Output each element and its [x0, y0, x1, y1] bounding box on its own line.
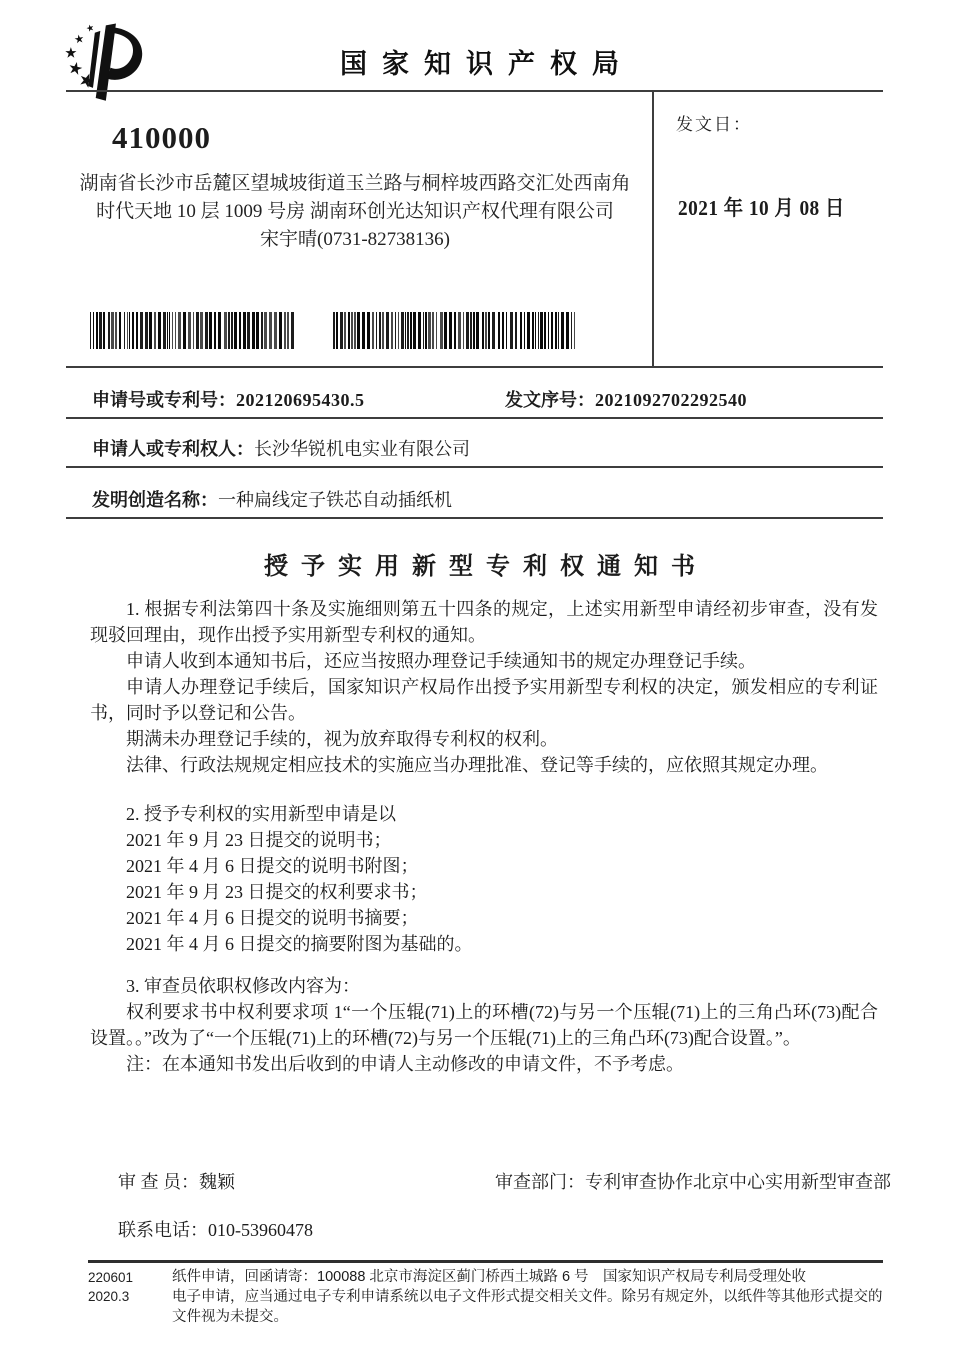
- invention-title-field: [92, 486, 452, 512]
- applicant-label: 申请人或专利权人：: [92, 439, 254, 459]
- applicant-value: 长沙华锐机电实业有限公司: [254, 439, 470, 459]
- serial-number-label: 发文序号：: [505, 390, 595, 410]
- divider: [66, 517, 883, 519]
- examiner-label: 审 查 员：: [118, 1172, 199, 1192]
- footer-efiling-note: 电子申请，应当通过电子专利申请系统以电子文件形式提交相关文件。除另有规定外，以纸件等其他形式提交的文件视为未提交。: [172, 1289, 883, 1325]
- contact-phone-field: [118, 1216, 313, 1242]
- address-line-2: 时代天地 10 层 1009 号房 湖南环创光达知识产权代理有限公司: [96, 201, 614, 222]
- applicant-field: [92, 435, 470, 461]
- examiner-name: 魏颖: [199, 1172, 235, 1192]
- contact-phone-label: 联系电话：: [118, 1220, 208, 1240]
- filing-date-line: 2021 年 4 月 6 日提交的摘要附图为基础的。: [126, 934, 473, 954]
- body-paragraph: 法律、行政法规规定相应技术的实施应当办理批准、登记等手续的，应依照其规定办理。: [126, 755, 828, 775]
- amendment-paragraph: 权利要求书中权利要求项 1“一个压辊(71)上的环槽(72)与另一个压辊(71)上的三角凸环(73)配合设置。。”改为了“一个压辊(71)上的环槽(72)与另一个压辊(71)上的三角凸环(73)配合设置。”。: [90, 1002, 878, 1048]
- divider: [66, 417, 883, 419]
- section-2-heading: 2. 授予专利权的实用新型申请是以: [126, 804, 396, 824]
- form-version: 2020.3: [88, 1289, 130, 1304]
- body-paragraph: 期满未办理登记手续的，视为放弃取得专利权的权利。: [126, 729, 558, 749]
- issue-date-label: 发文日：: [676, 115, 752, 134]
- form-info: [88, 1268, 133, 1306]
- header-divider: [66, 90, 883, 92]
- serial-number-value: 2021092702292540: [595, 390, 747, 410]
- body-section-2: [90, 801, 878, 957]
- serial-number-field: [505, 386, 747, 412]
- issue-date-box-border: [652, 90, 654, 368]
- divider: [66, 366, 883, 368]
- examiner-field: [118, 1168, 235, 1194]
- footer-paper-note: 纸件申请，回函请寄：100088 北京市海淀区蓟门桥西土城路 6 号 国家知识产权局专利局受理处收: [172, 1269, 807, 1285]
- body-section-1: [90, 596, 878, 778]
- body-paragraph: 1. 根据专利法第四十条及实施细则第五十四条的规定，上述实用新型申请经初步审查，没有发现驳回理由，现作出授予实用新型专利权的通知。: [90, 599, 878, 645]
- body-paragraph: 申请人办理登记手续后，国家知识产权局作出授予实用新型专利权的决定，颁发相应的专利证书，同时予以登记和公告。: [90, 677, 878, 723]
- barcode: [333, 312, 575, 349]
- issue-date-value: 2021 年 10 月 08 日: [678, 196, 845, 220]
- body-section-3: [90, 973, 878, 1077]
- filing-date-line: 2021 年 4 月 6 日提交的说明书摘要；: [126, 908, 419, 928]
- footer-notes: [172, 1267, 886, 1327]
- addressee-block: [66, 170, 644, 254]
- form-number: 220601: [88, 1270, 134, 1285]
- document-title: 授予实用新型专利权通知书: [264, 554, 708, 580]
- postal-code: 410000: [112, 120, 211, 155]
- invention-title-label: 发明创造名称：: [92, 490, 218, 510]
- barcode: [90, 312, 294, 349]
- invention-title-value: 一种扁线定子铁芯自动插纸机: [218, 490, 452, 510]
- address-line-3: 宋宇晴(0731-82738136): [260, 229, 450, 250]
- application-number-label: 申请号或专利号：: [92, 390, 236, 410]
- department-name: 专利审查协作北京中心实用新型审查部: [585, 1172, 891, 1192]
- body-paragraph: 申请人收到本通知书后，还应当按照办理登记手续通知书的规定办理登记手续。: [126, 651, 756, 671]
- filing-date-line: 2021 年 9 月 23 日提交的说明书；: [126, 830, 392, 850]
- address-line-1: 湖南省长沙市岳麓区望城坡街道玉兰路与桐梓坡西路交汇处西南角: [79, 173, 631, 194]
- divider: [66, 466, 883, 468]
- application-number-value: 202120695430.5: [236, 390, 365, 410]
- filing-date-line: 2021 年 4 月 6 日提交的说明书附图；: [126, 856, 419, 876]
- department-field: [495, 1168, 891, 1194]
- note-paragraph: 注：在本通知书发出后收到的申请人主动修改的申请文件，不予考虑。: [126, 1054, 684, 1074]
- department-label: 审查部门：: [495, 1172, 585, 1192]
- application-number-field: [92, 386, 365, 412]
- agency-title: 国家知识产权局: [340, 49, 634, 79]
- section-3-heading: 3. 审查员依职权修改内容为：: [126, 976, 360, 996]
- filing-date-line: 2021 年 9 月 23 日提交的权利要求书；: [126, 882, 428, 902]
- contact-phone-value: 010-53960478: [208, 1220, 313, 1240]
- footer-divider: [88, 1260, 883, 1263]
